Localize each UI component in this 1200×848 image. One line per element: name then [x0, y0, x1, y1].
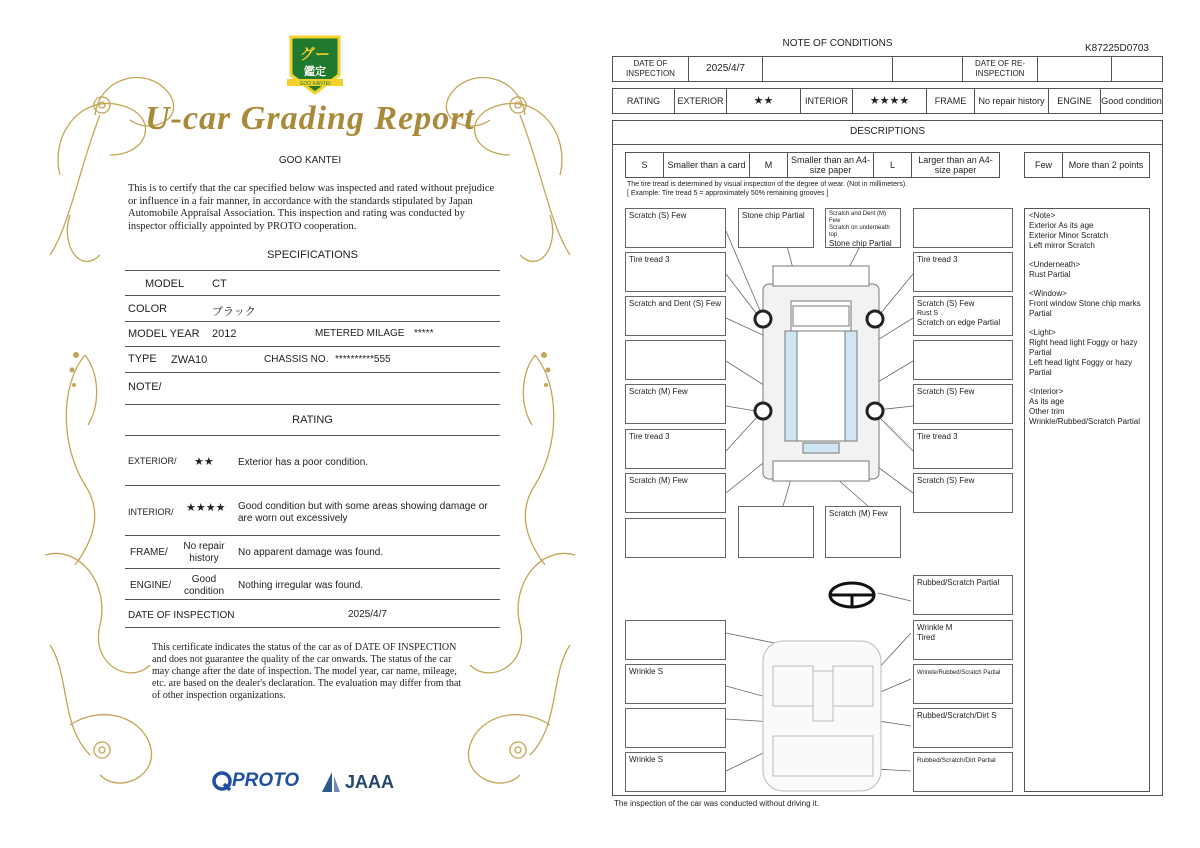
proto-logo — [212, 770, 299, 792]
legend-l: L — [889, 160, 895, 170]
interior-stars-cell: ★★★★ — [869, 95, 910, 107]
model-year-label: MODEL YEAR — [128, 328, 200, 340]
exterior-header: EXTERIOR — [677, 96, 724, 106]
note-box-tire-front-right — [913, 252, 1013, 292]
milage-value: ***** — [414, 328, 434, 339]
legend-l-desc: Larger than an A4-size paper — [918, 155, 993, 175]
svg-text:グー: グー — [299, 46, 331, 63]
engine-label: ENGINE/ — [130, 580, 172, 591]
note-box-rear-right-quarter — [913, 473, 1013, 513]
note-box-rear-seat-left — [625, 752, 726, 792]
note-box-front-far-right — [913, 208, 1013, 248]
proto-logo-text: PROTO — [232, 770, 300, 791]
frame-header: FRAME — [934, 96, 967, 106]
frame-value: No repair history — [183, 541, 225, 564]
ref-number: K87225D0703 — [1085, 43, 1149, 54]
interior-stars: ★★★★ — [186, 502, 226, 514]
side-text: As its age — [1029, 397, 1065, 406]
note-box-center-right — [913, 708, 1013, 748]
milage-label: METERED MILAGE — [315, 328, 405, 339]
note-box-front-seat-right — [913, 664, 1013, 704]
rating-header: RATING — [626, 96, 661, 106]
note-text: Tired — [917, 633, 935, 642]
note-box-front-right — [825, 208, 901, 248]
engine-value: Good condition — [183, 574, 225, 597]
note-text: Wrinkle/Rubbed/Scratch Partial — [917, 670, 1001, 676]
note-box-tire-rear-right — [913, 429, 1013, 469]
note-text: Stone chip Partial — [829, 239, 892, 248]
legend-s: S — [641, 160, 648, 170]
type-label: TYPE — [128, 353, 157, 365]
certificate-footer: This certificate indicates the status of the car as of DATE OF INSPECTION and does not guarantee the quality of the car onwards. The status of the car may change after the date of inspection. The model year, car name, mileage, etc. are based on the dealer's declaration. The evaluation may differ from that of other inspection organizations. — [152, 642, 462, 701]
model-label: MODEL — [145, 278, 185, 290]
note-text: Wrinkle S — [629, 667, 664, 676]
note-text: Scratch (S) Few — [917, 387, 975, 396]
note-text: Rust S — [917, 310, 939, 317]
note-box-left-fender — [625, 296, 726, 336]
descriptions-heading: DESCRIPTIONS — [849, 126, 925, 137]
note-box-center-left — [625, 708, 726, 748]
side-heading: <Note> — [1029, 211, 1056, 220]
note-text: Scratch (M) Few — [629, 476, 688, 485]
side-text: Left mirror Scratch — [1029, 241, 1095, 250]
side-text: Left head light Foggy or hazy Partial — [1029, 358, 1133, 377]
legend-m: M — [764, 160, 773, 170]
descriptions-panel — [612, 120, 1163, 796]
note-box-rear-left-quarter — [625, 473, 726, 513]
note-text: Rubbed/Scratch/Dirt Partial — [917, 757, 996, 764]
side-heading: <Window> — [1029, 289, 1067, 298]
specs-heading: SPECIFICATIONS — [267, 249, 358, 261]
chassis-value: **********555 — [335, 354, 391, 365]
side-text: Exterior As its age — [1029, 221, 1094, 230]
exterior-stars: ★★ — [194, 456, 214, 468]
tread-note: The tire tread is determined by visual inspection of the degree of wear. (Not in millimeters). — [627, 181, 908, 188]
notes-title: NOTE OF CONDITIONS — [782, 38, 893, 49]
note-text: Scratch on edge Partial — [917, 318, 1001, 327]
note-text: Scratch (M) Few — [629, 387, 688, 396]
frame-desc: No apparent damage was found. — [238, 547, 384, 558]
note-text: Scratch (M) Few — [829, 509, 888, 518]
note-box-rear-center — [738, 506, 814, 558]
note-text: Rubbed/Scratch/Dirt S — [917, 711, 997, 720]
color-label: COLOR — [128, 303, 168, 315]
legend-few: Few — [1034, 160, 1052, 170]
note-text: Scratch on underneath top — [829, 225, 890, 238]
note-text: Wrinkle M — [917, 623, 953, 632]
engine-header: ENGINE — [1057, 96, 1092, 106]
model-year-value: 2012 — [212, 328, 237, 340]
engine-desc: Nothing irregular was found. — [238, 580, 364, 591]
rating-heading: RATING — [292, 414, 333, 426]
doi-value: 2025/4/7 — [348, 609, 387, 620]
goo-kantei-badge-icon — [287, 33, 343, 97]
report-title: U-car Grading Report — [145, 100, 475, 137]
note-box-dashboard-left — [625, 620, 726, 660]
notes-footer: The inspection of the car was conducted without driving it. — [614, 799, 819, 808]
note-box-right-front-door — [913, 340, 1013, 380]
note-box-front-left — [625, 208, 726, 248]
legend-few-desc: More than 2 points — [1068, 160, 1144, 170]
interior-car-icon — [763, 641, 881, 791]
interior-header: INTERIOR — [804, 96, 848, 106]
legend-s-desc: Smaller than a card — [667, 160, 746, 170]
exterior-car-icon — [763, 266, 879, 481]
note-text: Tire tread 3 — [629, 255, 670, 264]
side-text: Rust Partial — [1029, 270, 1071, 279]
frame-label: FRAME/ — [130, 547, 168, 558]
svg-text:鑑定: 鑑定 — [304, 66, 326, 78]
note-text: Scratch and Dent (M) Few — [829, 211, 887, 224]
note-text: Rubbed/Scratch Partial — [917, 578, 1000, 587]
note-text: Scratch (S) Few — [917, 476, 975, 485]
jaaa-logo-text: JAAA — [345, 771, 395, 792]
steering-wheel-icon — [830, 583, 874, 607]
note-text: Stone chip Partial — [742, 211, 805, 220]
legend-m-desc: Smaller than an A4-size paper — [790, 155, 871, 175]
side-text: Exterior Minor Scratch — [1029, 231, 1109, 240]
jaaa-logo — [320, 770, 394, 794]
side-text: Right head light Foggy or hazy Partial — [1029, 338, 1138, 357]
side-text: Other trim — [1029, 407, 1065, 416]
jaaa-mark-icon — [320, 770, 342, 794]
note-text: Tire tread 3 — [917, 255, 958, 264]
exterior-desc: Exterior has a poor condition. — [238, 457, 369, 468]
reinspection-header: DATE OF RE-INSPECTION — [974, 59, 1026, 78]
side-text: Wrinkle/Rubbed/Scratch Partial — [1029, 417, 1141, 426]
color-value: ブラック — [212, 306, 256, 318]
certificate — [40, 25, 580, 825]
doi-header: DATE OF INSPECTION — [626, 59, 675, 78]
note-box-front-seat-left — [625, 664, 726, 704]
inspection-date-row — [612, 56, 1163, 82]
model-value: CT — [212, 278, 227, 290]
certification-text: This is to certify that the car specified below was inspected and rated without prejudice or influence in a fair manner, in accordance with the standards stipulated by Japan Automobile Appraisal Association. This inspection and rating was conducted by inspector officially appointed by PROTO cooperation. — [128, 183, 495, 232]
note-box-steering — [913, 575, 1013, 615]
note-text: Scratch (S) Few — [629, 211, 687, 220]
side-heading: <Underneath> — [1029, 260, 1081, 269]
note-box-dashboard-right — [913, 620, 1013, 660]
note-text: Wrinkle S — [629, 755, 664, 764]
note-box-tire-rear-left — [625, 429, 726, 469]
type-value: ZWA10 — [171, 354, 208, 366]
note-box-left-front-door — [625, 340, 726, 380]
note-text: Scratch (S) Few — [917, 299, 975, 308]
svg-text:GOO KANTEI: GOO KANTEI — [299, 81, 331, 87]
side-heading: <Light> — [1029, 328, 1056, 337]
side-notes — [1024, 208, 1150, 792]
exterior-stars-cell: ★★ — [753, 95, 774, 107]
proto-mark-icon — [212, 771, 232, 791]
side-heading: <Interior> — [1029, 387, 1064, 396]
chassis-label: CHASSIS NO. — [264, 354, 329, 365]
engine-cell-value: Good condition — [1101, 96, 1162, 106]
note-box-tire-front-left — [625, 252, 726, 292]
frame-cell-value: No repair history — [978, 96, 1045, 106]
note-box-rear-seat-right — [913, 752, 1013, 792]
doi-cell-value: 2025/4/7 — [706, 63, 745, 74]
note-text: Scratch and Dent (S) Few — [629, 299, 722, 308]
interior-label: INTERIOR/ — [128, 507, 174, 517]
note-box-right-rear-door — [913, 384, 1013, 424]
note-box-left-rear-door — [625, 384, 726, 424]
note-box-front-center — [738, 208, 814, 248]
doi-label: DATE OF INSPECTION — [128, 610, 235, 621]
side-text: Front window Stone chip marks Partial — [1029, 299, 1141, 318]
note-box-rear-left — [625, 518, 726, 558]
note-text: Tire tread 3 — [629, 432, 670, 441]
report-subtitle: GOO KANTEI — [278, 155, 342, 166]
note-box-right-fender — [913, 296, 1013, 336]
tread-example: [ Example: Tire tread 5 = approximately 50% remaining grooves ] — [627, 190, 829, 197]
note-label: NOTE/ — [128, 381, 162, 393]
interior-desc: Good condition but with some areas showing damage or are worn out excessively — [238, 501, 488, 524]
rating-row — [612, 88, 1163, 114]
exterior-label: EXTERIOR/ — [128, 456, 177, 466]
note-box-rear-right — [825, 506, 901, 558]
note-text: Tire tread 3 — [917, 432, 958, 441]
